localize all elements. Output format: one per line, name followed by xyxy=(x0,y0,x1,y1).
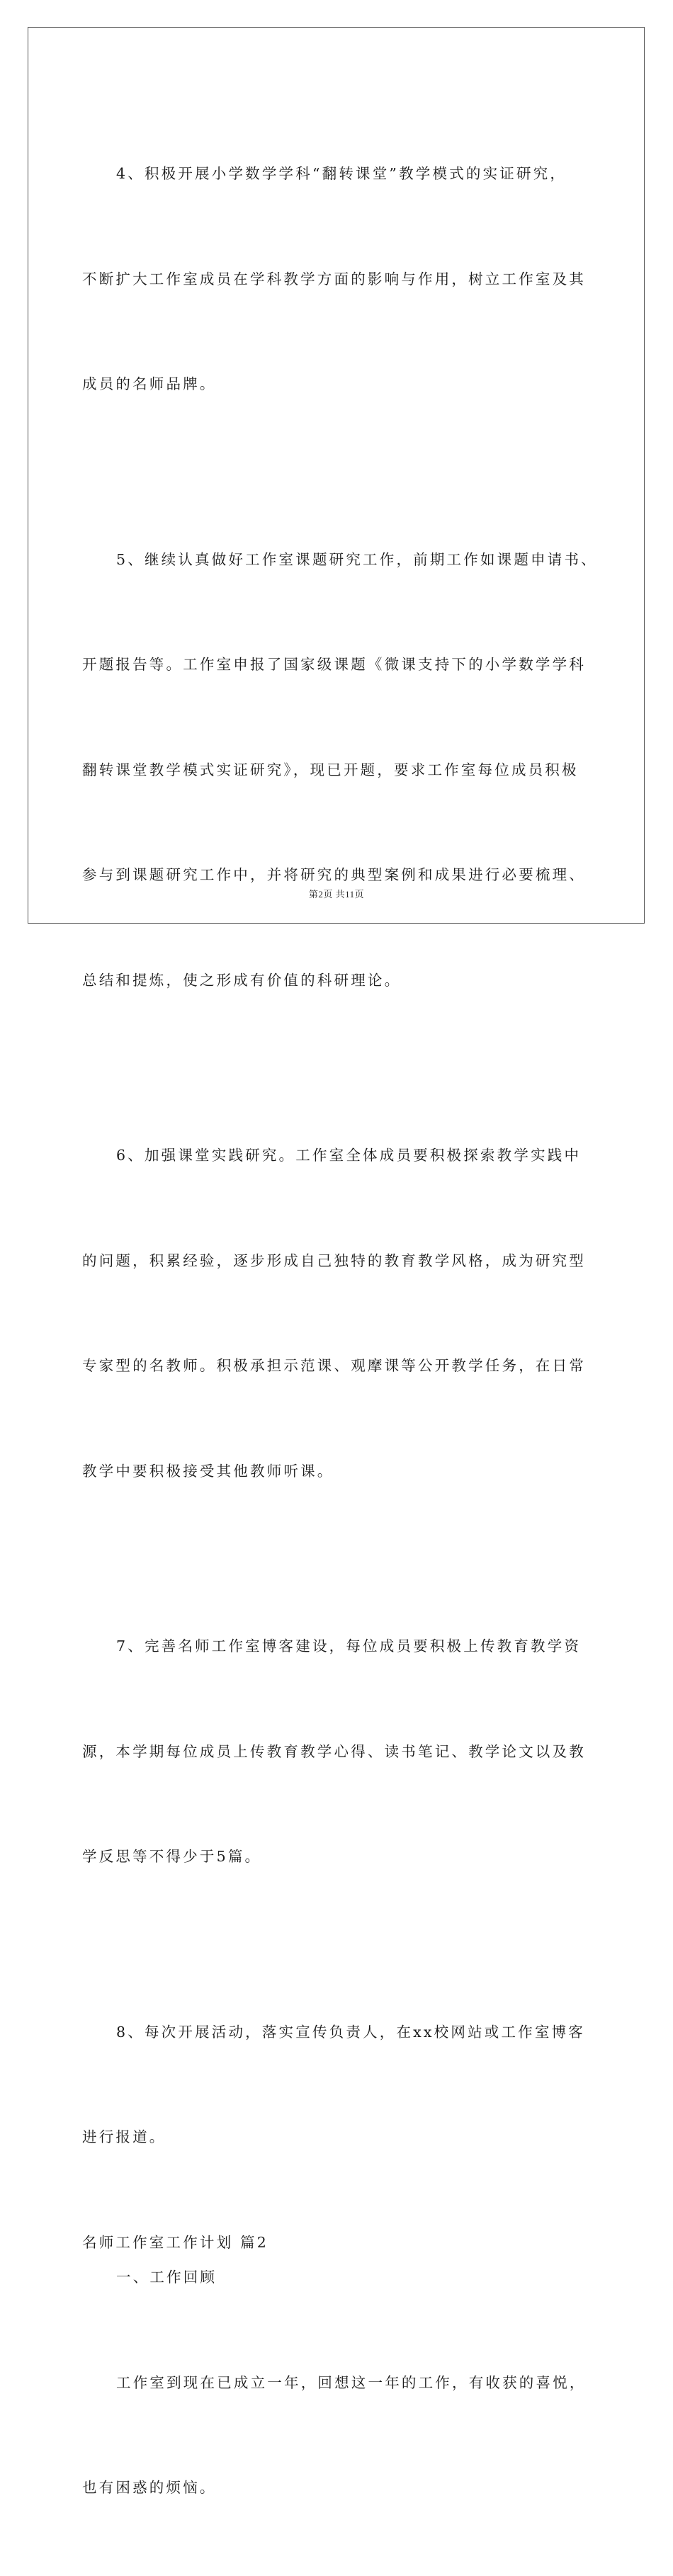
text-line: 5、继续认真做好工作室课题研究工作，前期工作如课题申请书、 xyxy=(116,550,598,568)
paragraph-item-4 xyxy=(82,86,592,472)
text-line: 4、积极开展小学数学学科“翻转课堂”教学模式的实证研究， xyxy=(116,165,567,182)
text-line: 8、每次开展活动，落实宣传负责人，在xx校网站或工作室博客 xyxy=(116,2023,585,2041)
text-line: 源，本学期每位成员上传教育教学心得、读书笔记、教学论文以及教 xyxy=(82,1742,586,1760)
text-line: 进行报道。 xyxy=(82,2128,166,2145)
text-line: 也有困惑的烦恼。 xyxy=(82,2479,217,2496)
text-line: 成员的名师品牌。 xyxy=(82,375,217,392)
paragraph-item-8 xyxy=(82,1945,592,2225)
text-line: 学反思等不得少于5篇。 xyxy=(82,1848,262,1865)
paragraph-item-5 xyxy=(82,472,598,1069)
section-title: 名师工作室工作计划 篇2 xyxy=(82,2233,268,2251)
text-line: 参与到课题研究工作中，并将研究的典型案例和成果进行必要梳理、 xyxy=(82,866,586,883)
paragraph-review xyxy=(82,2296,592,2576)
paragraph-item-7 xyxy=(82,1559,592,1945)
text-line: 的问题，积累经验，逐步形成自己独特的教育教学风格，成为研究型 xyxy=(82,1252,586,1269)
text-line: 6、加强课堂实践研究。工作室全体成员要积极探索教学实践中 xyxy=(116,1147,582,1164)
page-number-footer: 第2页 共11页 xyxy=(308,889,365,900)
text-line: 教学中要积极接受其他教师听课。 xyxy=(82,1462,334,1480)
text-line: 总结和提炼，使之形成有价值的科研理论。 xyxy=(82,971,402,989)
text-line: 工作室到现在已成立一年，回想这一年的工作，有收获的喜悦， xyxy=(116,2373,587,2391)
subheading: 一、工作回顾 xyxy=(116,2269,217,2286)
text-line: 翻转课堂教学模式实证研究》，现已开题，要求工作室每位成员积极 xyxy=(82,761,579,778)
text-line: 专家型的名教师。积极承担示范课、观摩课等公开教学任务，在日常 xyxy=(82,1357,586,1374)
text-line: 7、完善名师工作室博客建设，每位成员要积极上传教育教学资 xyxy=(116,1638,582,1655)
document-body xyxy=(82,86,598,2576)
text-line: 不断扩大工作室成员在学科教学方面的影响与作用，树立工作室及其 xyxy=(82,270,586,288)
paragraph-item-6 xyxy=(82,1068,592,1559)
text-line: 开题报告等。工作室申报了国家级课题《微课支持下的小学数学学科 xyxy=(82,656,586,673)
